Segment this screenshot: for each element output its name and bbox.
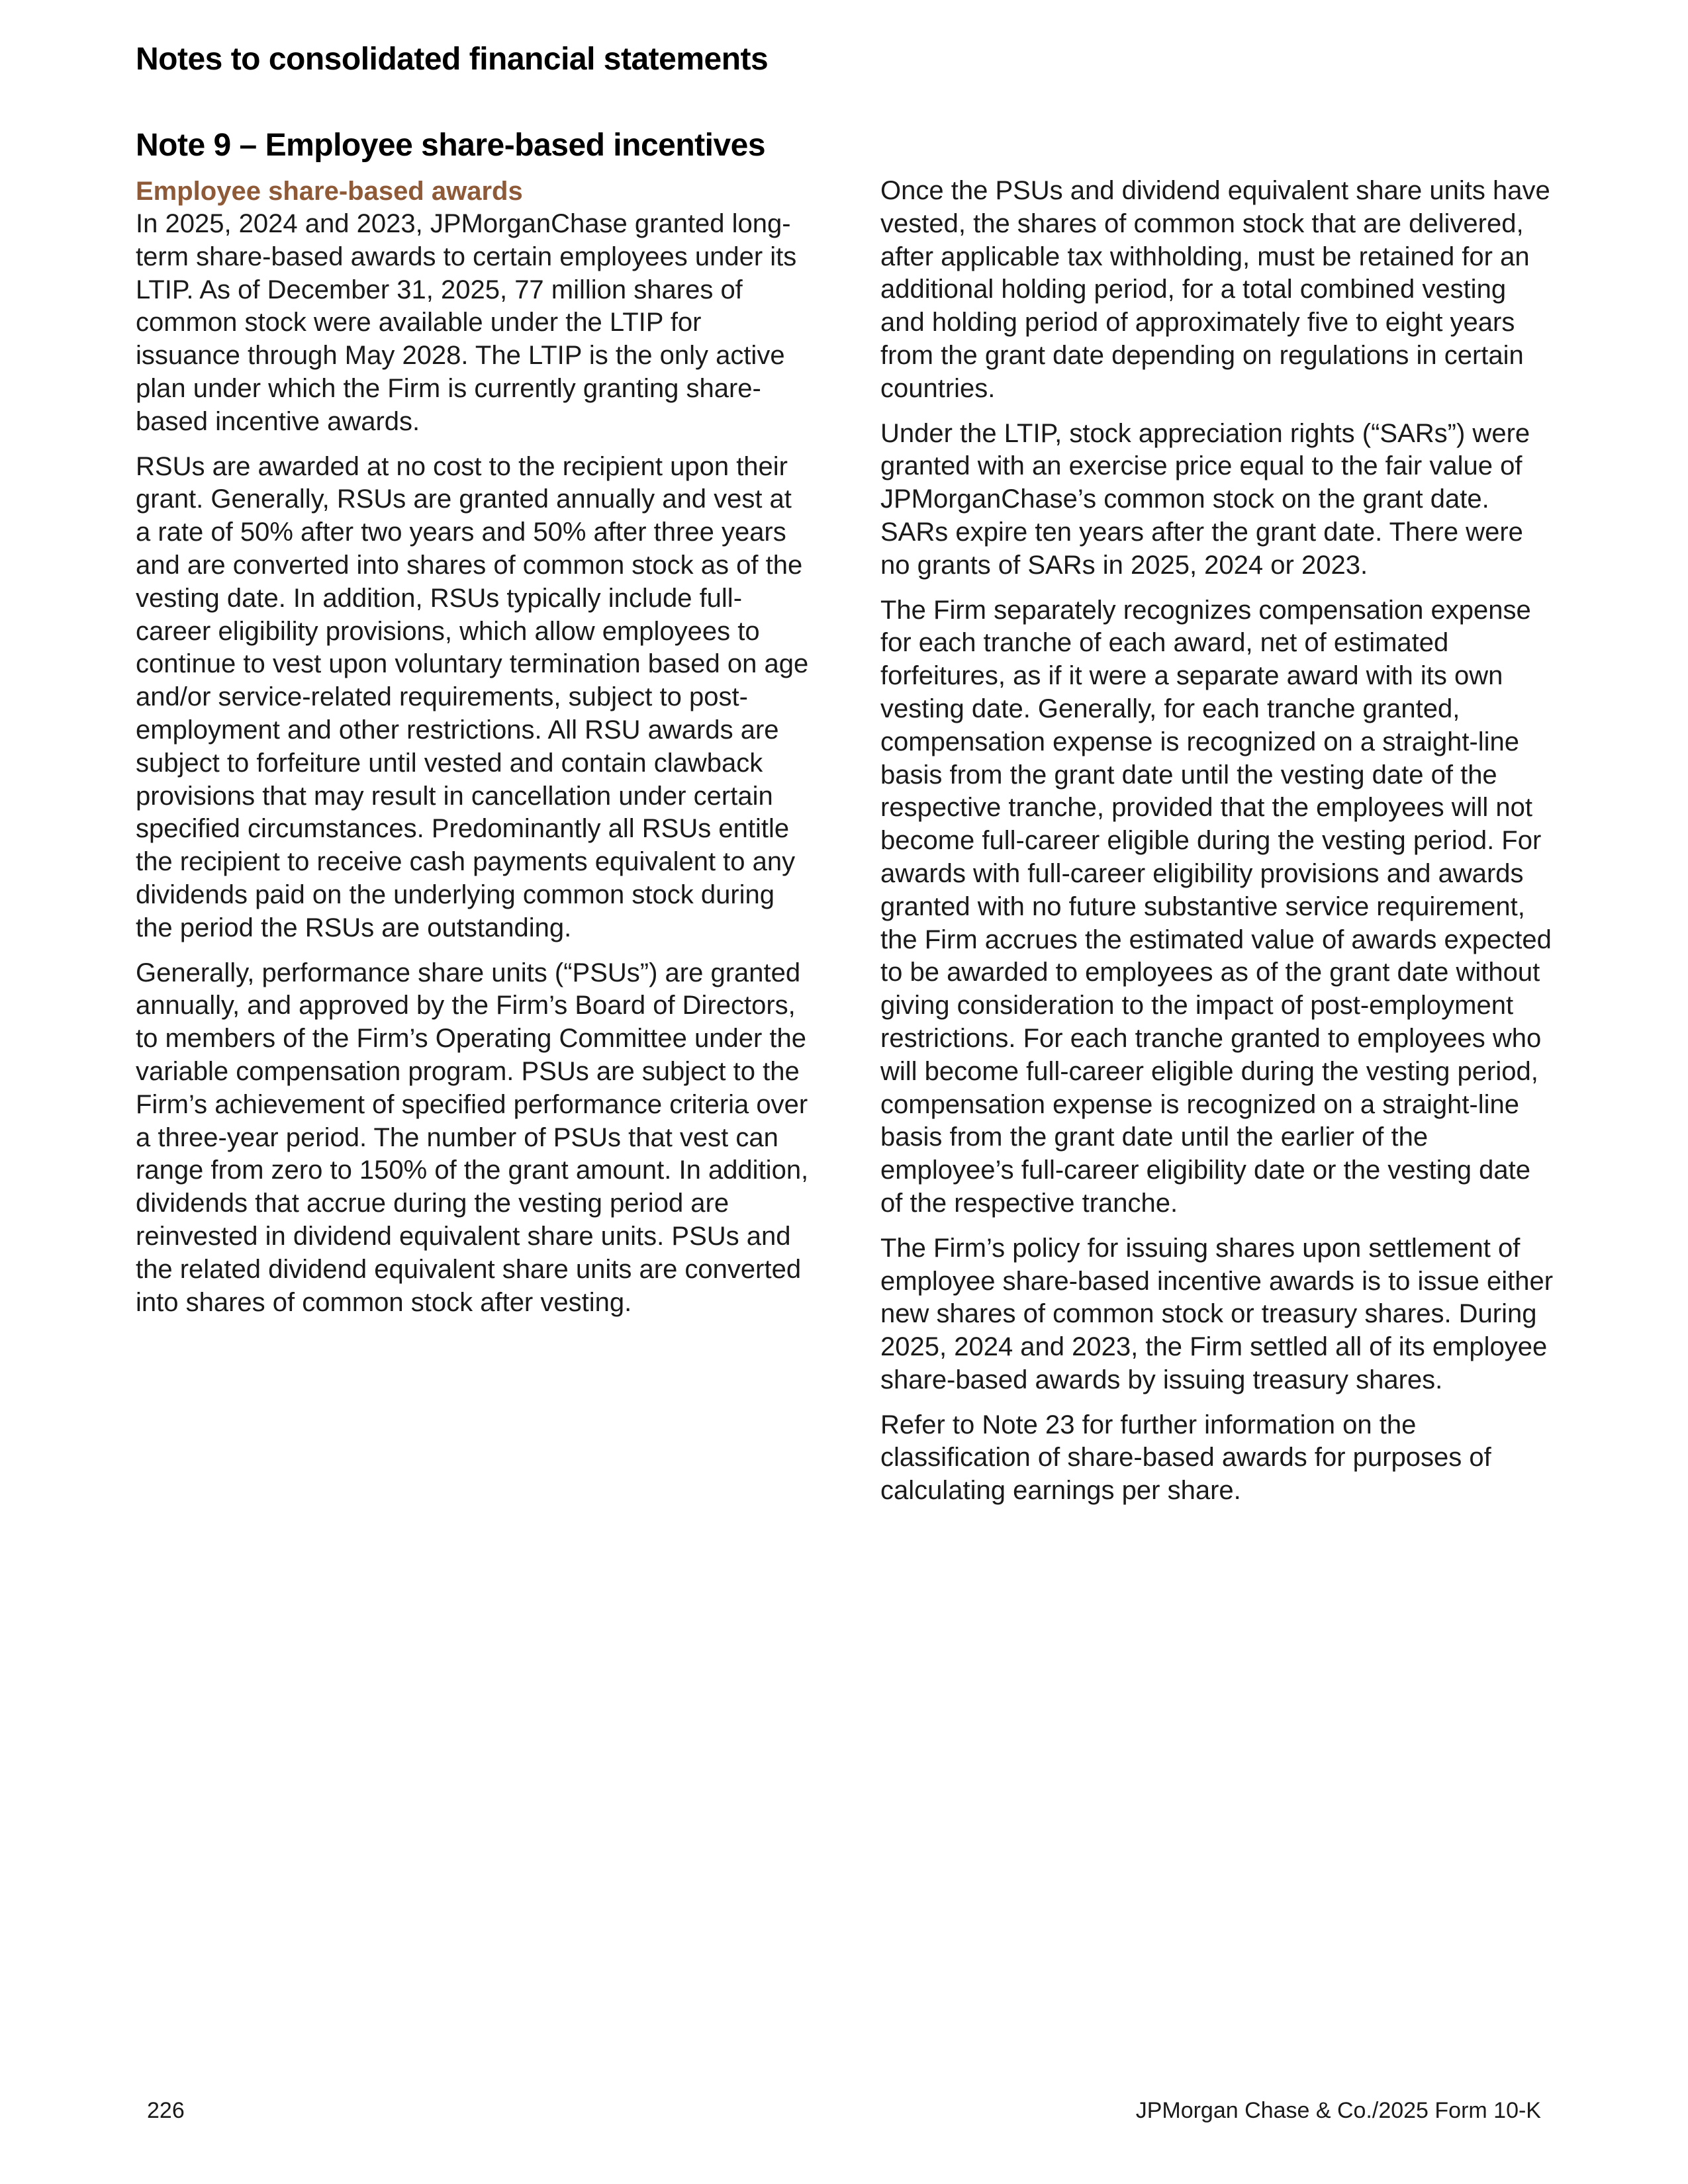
right-column [880, 175, 1556, 1520]
paragraph-psu-holding-period: Once the PSUs and dividend equivalent share units have vested, the shares of common stock that are delivered, after applicable tax withholding, must be retained for an additional holding period, for a total combined vesting and holding period of approximately five to eight years from the grant date depending on regulations in certain countries. [880, 176, 1550, 403]
paragraph-ltip-overview: In 2025, 2024 and 2023, JPMorganChase granted long-term share-based awards to certain employees under its LTIP. As of December 31, 2025, 77 million shares of common stock were available under the LTIP for issuance through May 2028. The LTIP is the only active plan under which the Firm is currently granting share-based incentive awards. [136, 209, 797, 436]
page-header-title: Notes to consolidated financial statements [136, 42, 769, 77]
paragraph-note-reference: Refer to Note 23 for further information on the classification of share-based awards for purposes of calculating earnings per share. [880, 1410, 1491, 1506]
paragraph-sars: Under the LTIP, stock appreciation rights (“SARs”) were granted with an exercise price equal to the fair value of JPMorganChase’s common stock on the grant date. SARs expire ten years after the grant date. There were no grants of SARs in 2025, 2024 or 2023. [880, 418, 1530, 580]
paragraph-psus: Generally, performance share units (“PSUs”) are granted annually, and approved by the Firm’s Board of Directors, to members of the Firm’s Operating Committee under the variable compensation program. PSUs are subject to the Firm’s achievement of specified performance criteria over a three-year period. The number of PSUs that vest can range from zero to 150% of the grant amount. In addition, dividends that accrue during the vesting period are reinvested in dividend equivalent share units. PSUs and the related dividend equivalent share units are converted into shares of common stock after vesting. [136, 958, 809, 1317]
footer-publication: JPMorgan Chase & Co./2025 Form 10-K [1135, 2098, 1541, 2123]
section-subheading: Employee share-based awards [136, 177, 523, 206]
paragraph-rsus: RSUs are awarded at no cost to the recipient upon their grant. Generally, RSUs are granted annually and vest at a rate of 50% after two years and 50% after three years and are converted into shares of common stock as of the vesting date. In addition, RSUs typically include full-career eligibility provisions, which allow employees to continue to vest upon voluntary termination based on age and/or service-related requirements, subject to post-employment and other restrictions. All RSU awards are subject to forfeiture until vested and contain clawback provisions that may result in cancellation under certain specified circumstances. Predominantly all RSUs entitle the recipient to receive cash payments equivalent to any dividends paid on the underlying common stock during the period the RSUs are outstanding. [136, 451, 809, 942]
paragraph-share-issuance-policy: The Firm’s policy for issuing shares upon settlement of employee share-based incentive awards is to issue either new shares of common stock or treasury shares. During 2025, 2024 and 2023, the Firm settled all of its employee share-based awards by issuing treasury shares. [880, 1233, 1554, 1394]
note-title: Note 9 – Employee share-based incentives [136, 128, 766, 163]
paragraph-compensation-expense: The Firm separately recognizes compensation expense for each tranche of each award, net of estimated forfeitures, as if it were a separate award with its own vesting date. Generally, for each tranche granted, compensation expense is recognized on a straight-line basis from the grant date until the vesting date of the respective tranche, provided that the employees will not become full-career eligible during the vesting period. For awards with full-career eligibility provisions and awards granted with no future substantive service requirement, the Firm accrues the estimated value of awards expected to be awarded to employees as of the grant date without giving consideration to the impact of post-employment restrictions. For each tranche granted to employees who will become full-career eligible during the vesting period, compensation expense is recognized on a straight-line basis from the grant date until the earlier of the employee’s full-career eligibility date or the vesting date of the respective tranche. [880, 595, 1552, 1218]
page-number: 226 [147, 2098, 185, 2123]
left-column [136, 175, 811, 1331]
